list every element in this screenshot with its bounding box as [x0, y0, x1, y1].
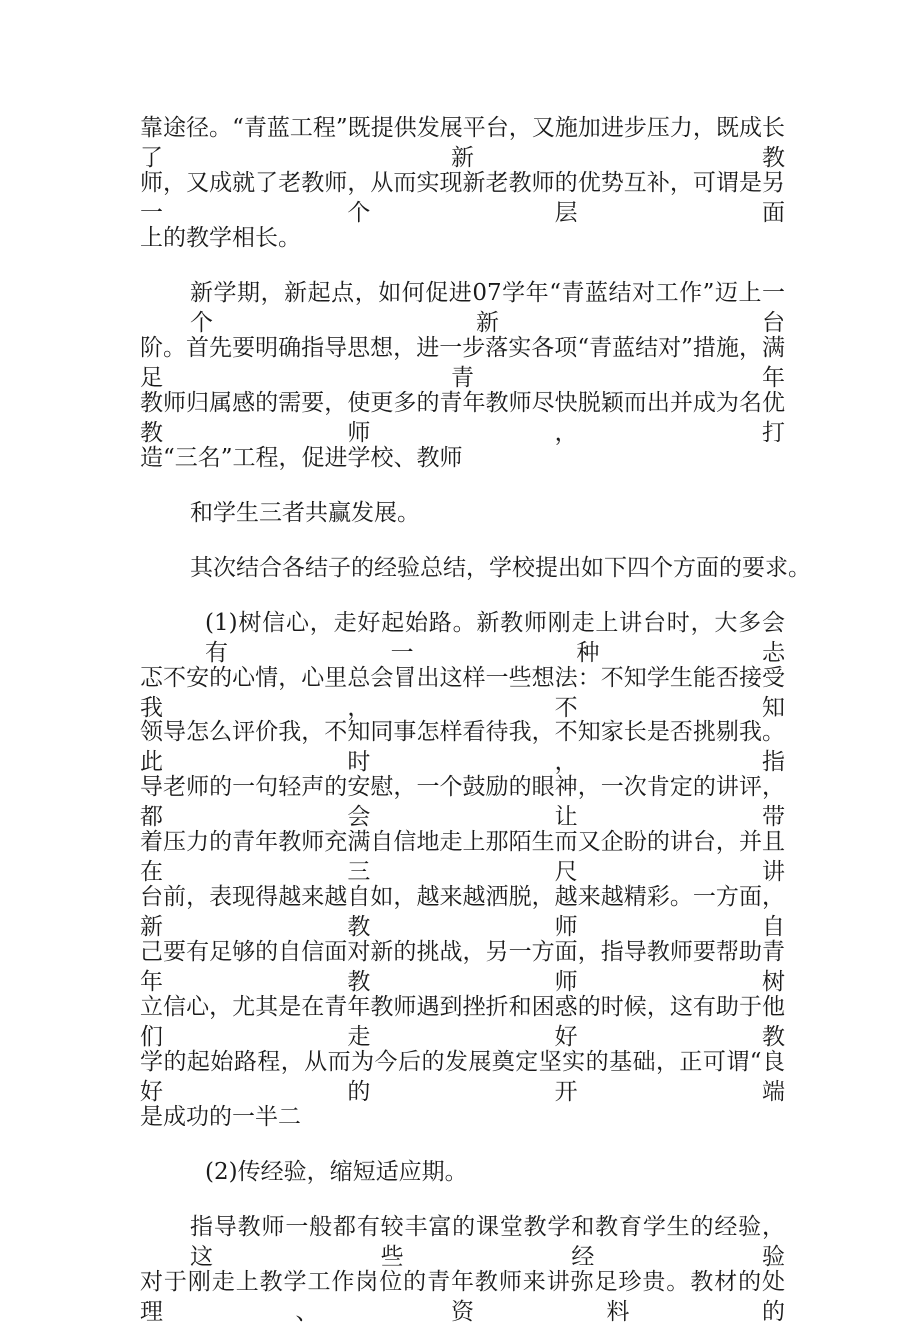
text-line: (1)树信心，走好起始路。新教师刚走上讲台时，大多会有一种忐	[205, 610, 785, 666]
text-line: 忑不安的心情，心里总会冒出这样一些想法：不知学生能否接受我，不知	[140, 665, 785, 721]
text-line: 师，又成就了老教师，从而实现新老教师的优势互补，可谓是另一个层面	[140, 170, 785, 226]
text-line: 己要有足够的自信面对新的挑战，另一方面，指导教师要帮助青年教师树	[140, 939, 785, 995]
text-line: 靠途径。“青蓝工程”既提供发展平台，又施加进步压力，既成长了新教	[140, 115, 785, 171]
text-line: 阶。首先要明确指导思想，进一步落实各项“青蓝结对”措施，满足青年	[140, 335, 785, 391]
text-line: 对于刚走上教学工作岗位的青年教师来讲弥足珍贵。教材的处理、资料的	[140, 1269, 785, 1325]
text-line: 学的起始路程，从而为今后的发展奠定坚实的基础，正可谓“良好的开端	[140, 1049, 785, 1105]
text-line: 台前，表现得越来越自如，越来越洒脱，越来越精彩。一方面，新教师自	[140, 884, 785, 940]
text-line: 其次结合各结子的经验总结，学校提出如下四个方面的要求。	[190, 555, 811, 581]
text-line: 立信心，尤其是在青年教师遇到挫折和困惑的时候，这有助于他们走好教	[140, 994, 785, 1050]
text-line: 造“三名”工程，促进学校、教师	[140, 445, 463, 471]
text-line: 导老师的一句轻声的安慰，一个鼓励的眼神，一次肯定的讲评，都会让带	[140, 774, 785, 830]
text-line: 上的教学相长。	[140, 225, 301, 251]
text-line: 是成功的一半二	[140, 1104, 301, 1130]
text-line: 领导怎么评价我，不知同事怎样看待我，不知家长是否挑剔我。此时，指	[140, 719, 785, 775]
text-line: (2)传经验，缩短适应期。	[205, 1159, 468, 1185]
text-line: 教师归属感的需要，使更多的青年教师尽快脱颖而出并成为名优教师，打	[140, 390, 785, 446]
text-line: 指导教师一般都有较丰富的课堂教学和教育学生的经验，这些经验	[190, 1214, 785, 1270]
text-line: 着压力的青年教师充满自信地走上那陌生而又企盼的讲台，并且在三尺讲	[140, 829, 785, 885]
text-line: 和学生三者共赢发展。	[190, 500, 420, 526]
text-line: 新学期，新起点，如何促进07学年“青蓝结对工作”迈上一个新台	[190, 280, 785, 336]
